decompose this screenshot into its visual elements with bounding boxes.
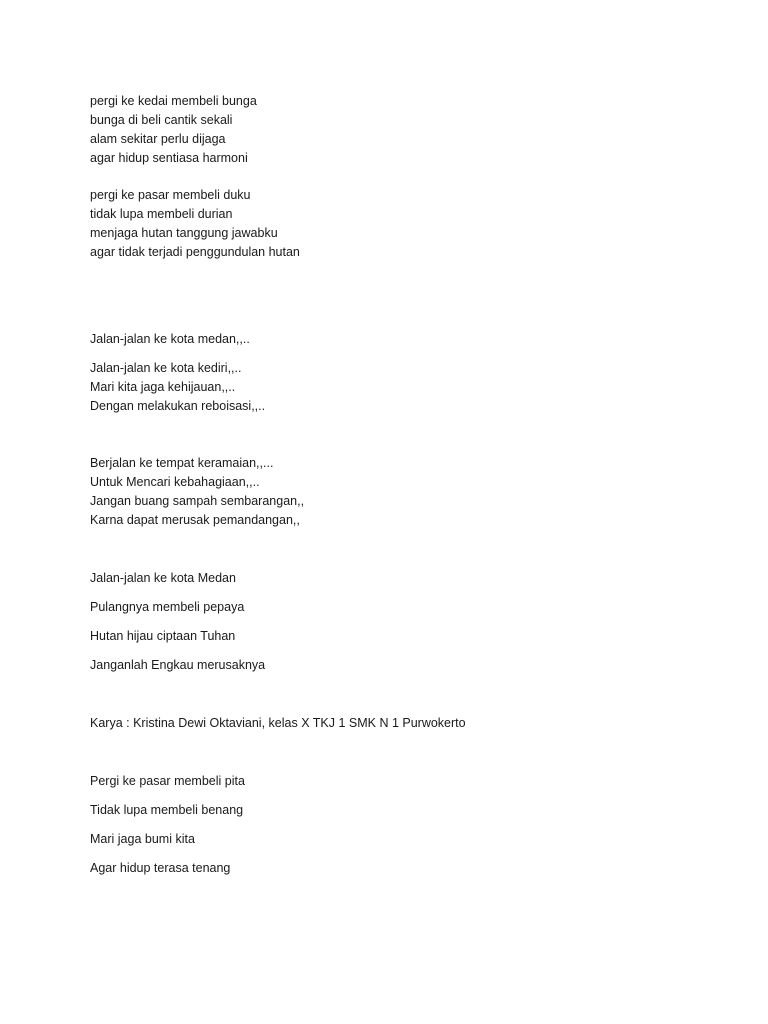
poem-line: Jalan-jalan ke kota kediri,,.. (90, 361, 242, 375)
poem-line: Jalan-jalan ke kota Medan (90, 571, 236, 585)
poem-line: menjaga hutan tanggung jawabku (90, 226, 278, 240)
poem-line: alam sekitar perlu dijaga (90, 132, 226, 146)
poem-line: Untuk Mencari kebahagiaan,,.. (90, 475, 260, 489)
poem-line: Dengan melakukan reboisasi,,.. (90, 399, 266, 413)
poem-line: Mari jaga bumi kita (90, 832, 195, 846)
poem-line: tidak lupa membeli durian (90, 207, 233, 221)
poem-line: agar tidak terjadi penggundulan hutan (90, 245, 300, 259)
poem-line: Pulangnya membeli pepaya (90, 600, 245, 614)
poem-line: pergi ke kedai membeli bunga (90, 94, 257, 108)
poem-line: Karna dapat merusak pemandangan,, (90, 513, 300, 527)
poem-line: bunga di beli cantik sekali (90, 113, 233, 127)
poem-line: Jalan-jalan ke kota medan,,.. (90, 332, 250, 346)
poem-line: Mari kita jaga kehijauan,,.. (90, 380, 236, 394)
author-credit: Karya : Kristina Dewi Oktaviani, kelas X TKJ 1 SMK N 1 Purwokerto (90, 716, 466, 730)
poem-line: Jangan buang sampah sembarangan,, (90, 494, 305, 508)
poem-line: Agar hidup terasa tenang (90, 861, 231, 875)
poem-line: pergi ke pasar membeli duku (90, 188, 251, 202)
poem-line: Hutan hijau ciptaan Tuhan (90, 629, 236, 643)
poem-line: Pergi ke pasar membeli pita (90, 774, 245, 788)
poem-line: agar hidup sentiasa harmoni (90, 151, 248, 165)
poem-line: Janganlah Engkau merusaknya (90, 658, 266, 672)
poem-line: Berjalan ke tempat keramaian,,... (90, 456, 274, 470)
poem-line: Tidak lupa membeli benang (90, 803, 244, 817)
